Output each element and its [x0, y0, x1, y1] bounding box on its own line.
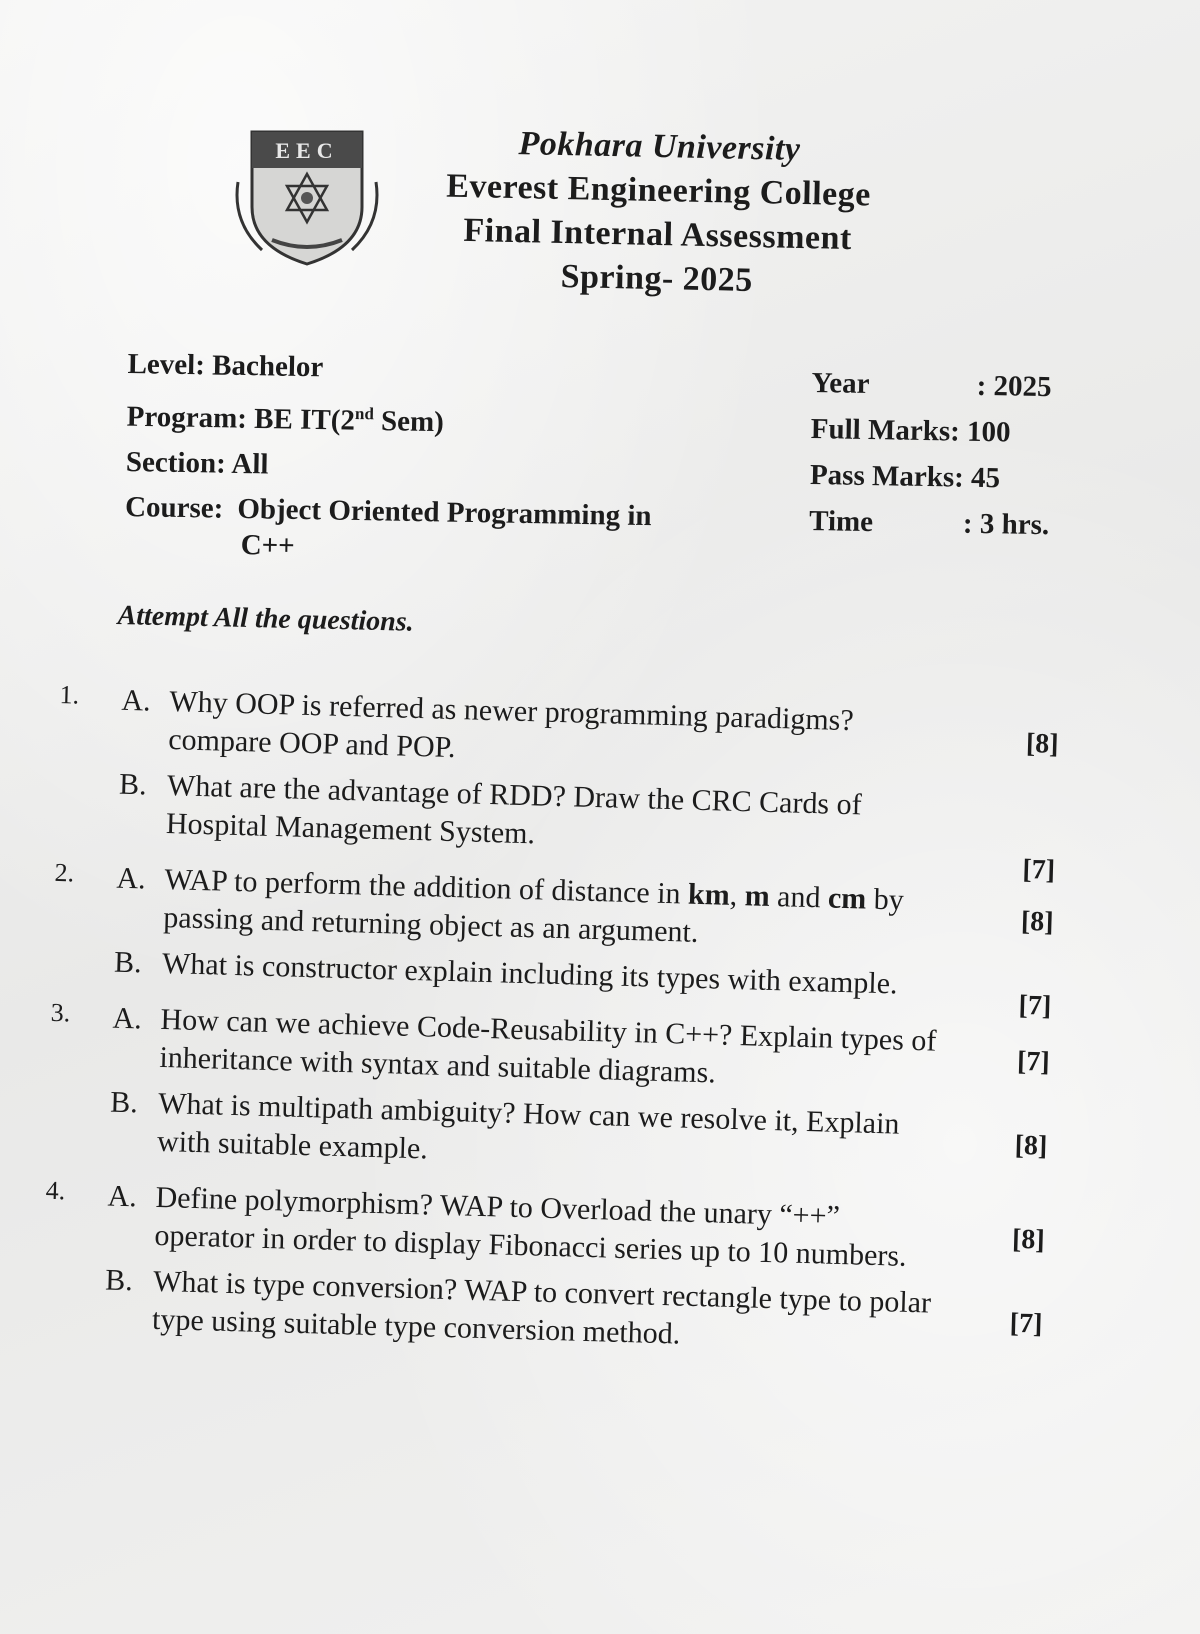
- part-marks: [8]: [1020, 905, 1055, 938]
- part-text: What is constructor explain including its types with example.: [161, 946, 898, 1001]
- question-list: [41, 680, 1079, 1382]
- part-text-sep2: and: [769, 879, 829, 915]
- part-text-sep1: ,: [729, 878, 746, 913]
- question-3: [47, 998, 1071, 1186]
- course-label: Course:: [124, 490, 224, 525]
- part-letter: B.: [104, 1263, 134, 1298]
- exam-details-left: [124, 342, 748, 571]
- question-1: [56, 680, 1080, 886]
- part-letter: B.: [118, 767, 148, 802]
- time: [809, 498, 1050, 548]
- part-text: [163, 861, 955, 959]
- course-line-2: C++: [240, 528, 296, 562]
- part-marks: [7]: [1021, 853, 1056, 886]
- part-marks: [7]: [1018, 989, 1052, 1022]
- unit-km: km: [687, 877, 731, 912]
- part-marks: [8]: [1011, 1223, 1046, 1256]
- section: Section: All: [125, 445, 269, 481]
- exam-header: [416, 120, 900, 306]
- part-text: Why OOP is referred as newer programming paradigms? compare OOP and POP.: [167, 685, 855, 765]
- question-number: 2.: [54, 857, 75, 888]
- exam-session: Spring- 2025: [560, 257, 754, 299]
- time-value: : 3 hrs.: [962, 507, 1050, 542]
- question-2: [52, 857, 1075, 1022]
- part-letter: A.: [107, 1179, 138, 1214]
- level: Level: Bachelor: [127, 347, 324, 384]
- part-letter: B.: [109, 1085, 139, 1120]
- exam-title: Final Internal Assessment: [463, 211, 853, 258]
- part-marks: [8]: [1014, 1129, 1048, 1162]
- year-label: Year: [811, 366, 870, 401]
- program-sup: nd: [354, 403, 375, 424]
- part-text: What are the advantage of RDD? Draw the CRC Cards of Hospital Management System.: [165, 769, 863, 851]
- part-letter: A.: [116, 861, 147, 896]
- program-prefix: Program: BE IT(2: [126, 400, 356, 437]
- pass-marks: Pass Marks: 45: [809, 458, 1001, 495]
- college-name: Everest Engineering College: [445, 167, 872, 214]
- question-number: 3.: [50, 997, 71, 1028]
- course-value: [236, 487, 652, 570]
- part-letter: A.: [120, 683, 152, 718]
- unit-m: m: [744, 879, 771, 913]
- part-text: What is multipath ambiguity? How can we resolve it, Explain with suitable example.: [156, 1086, 900, 1166]
- time-label: Time: [808, 504, 874, 539]
- question-number: 4.: [45, 1175, 66, 1206]
- part-text: What is type conversion? WAP to convert rectangle type to polar type using suitable type conversion method.: [151, 1264, 932, 1351]
- year: [811, 360, 1052, 410]
- part-text: Define polymorphism? WAP to Overload the unary “++” operator in order to display Fibonacci series up to 10 numbers.: [154, 1180, 908, 1273]
- college-logo: [232, 122, 382, 272]
- full-marks: Full Marks: 100: [810, 412, 1011, 449]
- course-line-1: Object Oriented Programming in: [237, 492, 652, 532]
- part-marks: [8]: [1025, 728, 1060, 760]
- part-marks: [7]: [1009, 1307, 1043, 1340]
- part-marks: [7]: [1016, 1045, 1051, 1078]
- part-letter: B.: [113, 945, 143, 980]
- university-name: Pokhara University: [518, 125, 801, 168]
- question-4: [42, 1176, 1066, 1364]
- instruction: Attempt All the questions.: [117, 600, 415, 638]
- part-text: How can we achieve Code-Reusability in C++? Explain types of inheritance with syntax and suitable diagrams.: [159, 1002, 937, 1090]
- year-value: : 2025: [976, 369, 1052, 404]
- exam-details-right: [809, 360, 1052, 548]
- part-text-post: by passing and returning object as an argument.: [162, 882, 905, 949]
- program-suffix: Sem): [373, 404, 445, 439]
- part-letter: A.: [112, 1001, 143, 1036]
- unit-cm: cm: [827, 881, 867, 916]
- question-number: 1.: [59, 680, 80, 710]
- course: [124, 485, 745, 572]
- logo-text: EEC: [275, 138, 339, 163]
- part-text-pre: WAP to perform the addition of distance in: [164, 863, 689, 911]
